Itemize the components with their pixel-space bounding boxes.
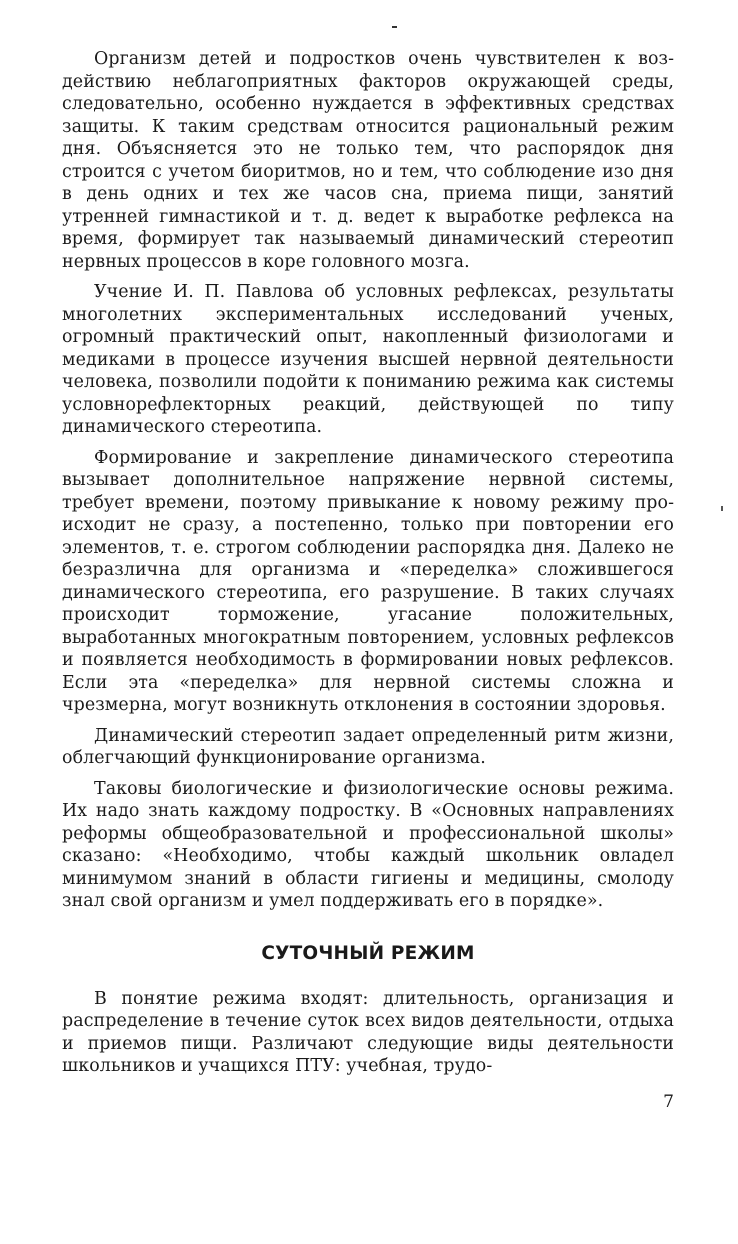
page-body (62, 48, 674, 1086)
page-number: 7 (663, 1092, 674, 1112)
paragraph-2: Учение И. П. Павлова об условных рефлексах, результаты многолетних экспериментальных исследований ученых, огромный практический опыт, накопленный физиологами и медиками в процессе изучения высшей нервной деятельности человека, позволили подойти к пониманию режима как системы условнорефлекторных реакций, действующей по типу динамического стереотипа. (62, 282, 674, 437)
paragraph-6: В понятие режима входят: длительность, организация и распределение в течение суток всех видов деятельности, отдыха и приемов пищи. Различают следующие виды деятельности школьников и учащихся ПТУ: учебная, трудо- (62, 988, 674, 1076)
paragraph-4: Динамический стереотип задает определенный ритм жизни, облегчающий функционирование организма. (62, 725, 674, 768)
paragraph-3: Формирование и закрепление динамического стереотипа вызывает дополнительное напряжение нервной системы, требует времени, поэтому привыкание к новому режиму происходит не сразу, а постепенно, только при повторении его элементов, т. е. строгом соблюдении распорядка дня. Далеко не безразлична для организма и «переделка» сложившегося динамического стереотипа, его разрушение. В таких случаях происходит торможение, угасание положительных, выработанных многократным повторением, условных рефлексов и появляется необходимость в формировании новых рефлексов. Если эта «переделка» для нервной системы сложна и чрезмерна, могут возникнуть отклонения в состоянии здоровья. (62, 447, 674, 715)
section-heading: СУТОЧНЫЙ РЕЖИМ (261, 942, 475, 964)
paragraph-1: Организм детей и подростков очень чувствителен к воздействию неблагоприятных факторов окружающей среды, следовательно, особенно нуждается в эффективных средствах защиты. К таким средствам относится рациональный режим дня. Объясняется это не только тем, что распорядок дня строится с учетом биоритмов, но и тем, что соблюдение изо дня в день одних и тех же часов сна, приема пищи, занятий утренней гимнастикой и т. д. ведет к выработке рефлекса на время, формирует так называемый динамический стереотип нервных процессов в коре головного мозга. (62, 49, 674, 272)
print-mark-top (392, 26, 397, 28)
paragraph-5: Таковы биологические и физиологические основы режима. Их надо знать каждому подростку. В «Основных направлениях реформы общеобразовательной и профессиональной школы» сказано: «Необходимо, чтобы каждый школьник овладел минимумом знаний в области гигиены и медицины, смолоду знал свой организм и умел поддерживать его в порядке». (62, 778, 674, 911)
print-mark-side (721, 506, 723, 511)
